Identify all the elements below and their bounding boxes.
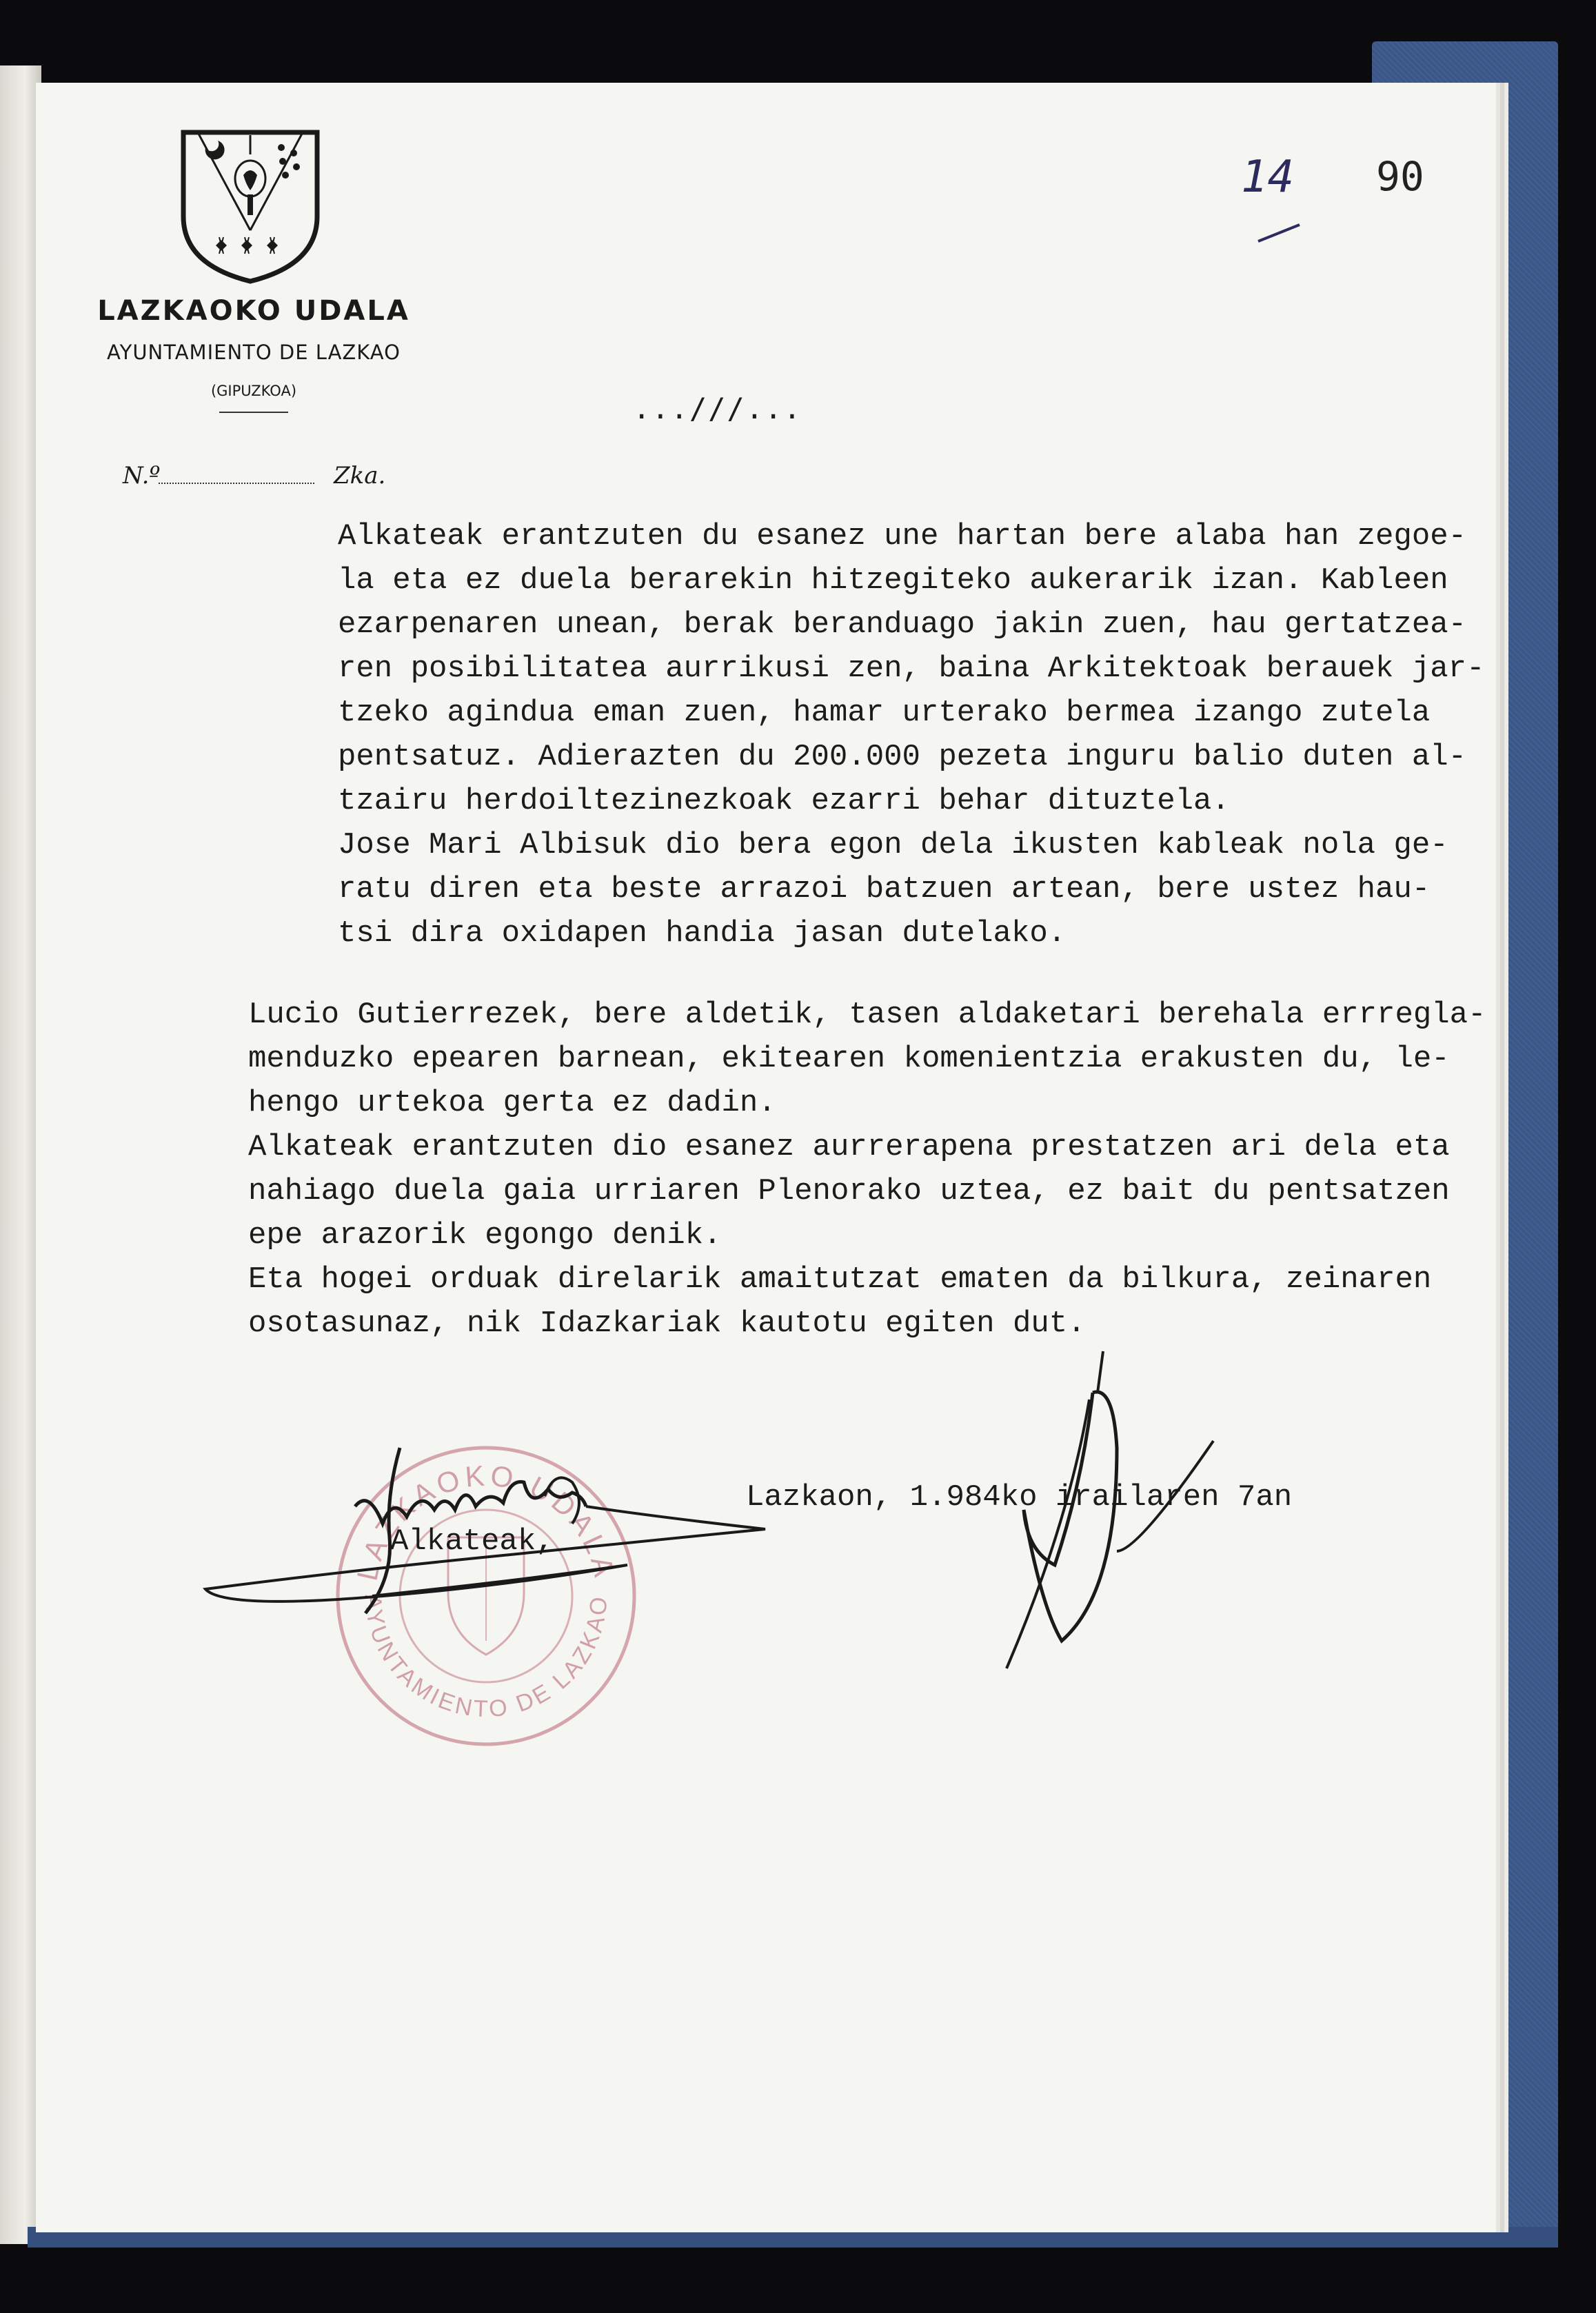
body-line: la eta ez duela berarekin hitzegiteko aukerarik izan. Kableen xyxy=(338,563,1448,598)
letterhead-divider xyxy=(219,412,288,413)
ref-suffix: Zka. xyxy=(334,462,386,489)
body-line: epe arazorik egongo denik. xyxy=(248,1218,722,1253)
body-line: Alkateak erantzuten du esanez une hartan bere alaba han zegoe- xyxy=(338,519,1467,554)
mayor-signature xyxy=(200,1441,807,1641)
show-through-text xyxy=(455,410,473,441)
typed-page-number: 90 xyxy=(1376,153,1424,200)
body-line: Eta hogei orduak direlarik amaitutzat ematen da bilkura, zeinaren xyxy=(248,1262,1432,1297)
reference-number-line xyxy=(123,462,398,489)
place-and-date: Lazkaon, 1.984ko irailaren 7an xyxy=(746,1480,1293,1515)
body-line: ezarpenaren unean, berak beranduago jakin zuen, hau gertatzea- xyxy=(338,607,1467,642)
org-province: (GIPUZKOA) xyxy=(210,383,297,399)
body-line: Jose Mari Albisuk dio bera egon dela ikusten kableak nola ge- xyxy=(338,828,1448,862)
ref-prefix: N.º xyxy=(123,462,161,489)
stamp-bottom-text: AYUNTAMIENTO DE LAZKAO xyxy=(359,1593,613,1723)
body-line: menduzko epearen barnean, ekitearen komenientzia erakusten du, le- xyxy=(248,1042,1450,1076)
secretary-signature xyxy=(986,1344,1248,1703)
body-line: ren posibilitatea aurrikusi zen, baina Arkitektoak berauek jar- xyxy=(338,652,1485,686)
org-subtitle: AYUNTAMIENTO DE LAZKAO xyxy=(107,341,401,364)
body-line: osotasunaz, nik Idazkariak kautotu egiten dut. xyxy=(248,1306,1086,1341)
body-line: hengo urtekoa gerta ez dadin. xyxy=(248,1086,776,1120)
body-line: tsi dira oxidapen handia jasan dutelako. xyxy=(338,916,1067,951)
body-line: tzairu herdoiltezinezkoak ezarri behar dituztela. xyxy=(338,784,1230,818)
handwritten-folio-number: 14 xyxy=(1241,152,1295,203)
body-line: ratu diren eta beste arrazoi batzuen artean, bere ustez hau- xyxy=(338,872,1431,907)
body-line: Alkateak erantzuten dio esanez aurrerapena prestatzen ari dela eta xyxy=(248,1130,1450,1164)
signature-label-mayor: Alkateak, xyxy=(390,1524,554,1559)
body-paragraph-1 xyxy=(338,514,1484,956)
folio-underline-mark xyxy=(1255,219,1303,247)
body-line: Lucio Gutierrezek, bere aldetik, tasen aldaketari berehala errregla- xyxy=(248,998,1486,1032)
body-line: pentsatuz. Adierazten du 200.000 pezeta inguru balio duten al- xyxy=(338,740,1467,774)
coat-of-arms-icon xyxy=(178,127,323,285)
ref-dotted-blank xyxy=(159,483,314,484)
body-paragraph-2 xyxy=(248,993,1486,1346)
org-name: LAZKAOKO UDALA xyxy=(97,295,410,327)
continuation-mark: ...///... xyxy=(633,392,802,425)
body-line: tzeko agindua eman zuen, hamar urterako bermea izango zutela xyxy=(338,696,1431,730)
stamp-top-text: LAZKAOKO UDALA xyxy=(350,1459,622,1584)
book-binding xyxy=(0,65,41,2244)
body-line: nahiago duela gaia urriaren Plenorako uztea, ez bait du pentsatzen xyxy=(248,1174,1450,1209)
